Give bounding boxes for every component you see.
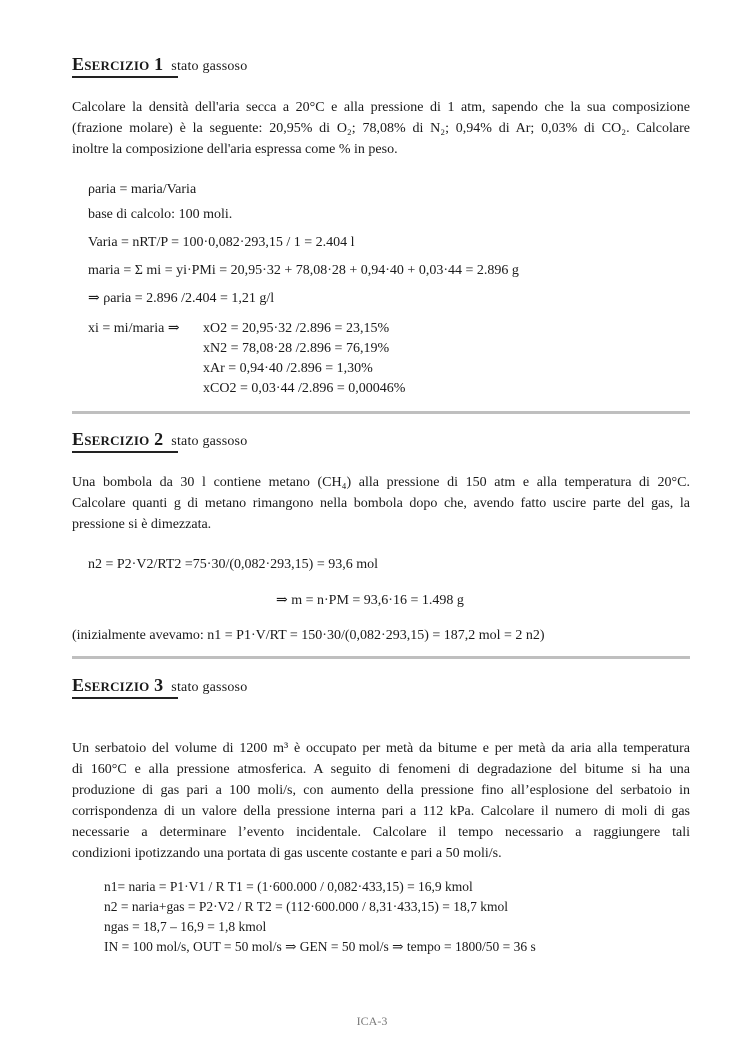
ex3-total-moles (104, 898, 508, 916)
exercise-2-line-3: pressione si è dimezzata. (72, 517, 212, 532)
ex1-x-ar (203, 360, 373, 378)
ex1-density-result (88, 290, 274, 308)
exercise-2-line-2: Calcolare quanti g di metano rimangono nella bombola dopo che, avendo fatto uscire parte del gas, la (72, 496, 690, 511)
ex2-mass-result (276, 592, 464, 610)
exercise-1-underline (72, 76, 178, 78)
exercise-3-line-6: condizioni ipotizzando una portata di gas uscente costante e pari a 50 moli/s. (72, 846, 502, 861)
ex1-x-n2-text: xN2 = 78,08·28 /2.896 = 76,19% (203, 341, 390, 356)
ex1-x-o2 (203, 320, 389, 338)
exercise-2-heading: Esercizio 2 (72, 429, 164, 449)
separator-1 (72, 411, 690, 414)
ex3-time-result (104, 938, 536, 956)
ex1-mass-formula (88, 262, 519, 280)
exercise-3-tag: stato gassoso (171, 680, 248, 695)
exercise-3-line-4: corrispondenza di un valore della pressione interna pari a 112 kPa. Calcolare il numero di moli di gas (72, 804, 690, 819)
exercise-1-line-3: inoltre la composizione dell'aria espressa come % in peso. (72, 142, 398, 157)
ex1-volume-formula (88, 234, 355, 252)
exercise-2-line-1: Una bombola da 30 l contiene metano (CH₄) alla pressione di 150 atm e alla temperatura di 20°C. (72, 475, 690, 490)
ex1-x-n2 (203, 340, 389, 358)
exercise-3-line-2: di 160°C e alla pressione atmosferica. A seguito di fenomeni di degradazione del bitume si ha una (72, 762, 690, 777)
ex3-eq3-text: ngas = 18,7 – 16,9 = 1,8 kmol (104, 919, 267, 934)
ex1-eq2-text: Varia = nRT/P = 100·0,082·293,15 / 1 = 2.404 l (88, 235, 355, 250)
ex1-x-o2-text: xO2 = 20,95·32 /2.896 = 23,15% (203, 321, 390, 336)
exercise-2-tag: stato gassoso (171, 434, 248, 449)
ex3-gas-moles (104, 918, 266, 936)
exercise-3-line-5: necessarie a determinare l’evento incidentale. Calcolare il tempo necessario a raggiungere tali (72, 825, 690, 840)
ex1-density-formula (88, 181, 196, 199)
ex1-eq1-text: ρaria = maria/Varia (88, 182, 197, 197)
exercise-1-line-1: Calcolare la densità dell'aria secca a 20°C e alla pressione di 1 atm, sapendo che la sua composizione (72, 100, 690, 115)
page-footer: ICA-3 (356, 1014, 388, 1028)
exercise-3-line-1: Un serbatoio del volume di 1200 m³ è occupato per metà da bitume e per metà da aria alla temperatura (72, 741, 690, 756)
exercise-2-underline (72, 451, 178, 453)
exercise-2-text (72, 472, 690, 535)
exercise-1-heading: Esercizio 1 (72, 54, 164, 74)
ex1-calc-base (88, 206, 232, 224)
ex2-initial-moles (72, 627, 545, 645)
ex2-moles-formula (88, 556, 378, 574)
exercise-3-heading: Esercizio 3 (72, 675, 164, 695)
ex1-base-text: base di calcolo: 100 moli. (88, 207, 233, 222)
ex1-eq5-text: xi = mi/maria ⇒ (88, 321, 180, 336)
ex3-air-moles (104, 878, 473, 896)
ex1-mass-fraction-formula (88, 320, 180, 338)
exercise-3-text (72, 738, 690, 864)
ex1-x-co2 (203, 380, 405, 398)
separator-2 (72, 656, 690, 659)
ex2-eq2-text: ⇒ m = n·PM = 93,6·16 = 1.498 g (276, 593, 464, 608)
ex3-eq2-text: n2 = naria+gas = P2·V2 / R T2 = (112·600.000 / 8,31·433,15) = 18,7 kmol (104, 899, 509, 914)
ex3-eq4-text: IN = 100 mol/s, OUT = 50 mol/s ⇒ GEN = 50 mol/s ⇒ tempo = 1800/50 = 36 s (104, 939, 536, 954)
ex1-eq4-text: ⇒ ρaria = 2.896 /2.404 = 1,21 g/l (88, 291, 275, 306)
ex1-x-ar-text: xAr = 0,94·40 /2.896 = 1,30% (203, 361, 373, 376)
exercise-3-title (72, 675, 247, 696)
ex1-x-co2-text: xCO2 = 0,03·44 /2.896 = 0,00046% (203, 381, 406, 396)
ex2-eq3-text: (inizialmente avevamo: n1 = P1·V/RT = 150·30/(0,082·293,15) = 187,2 mol = 2 n2) (72, 628, 545, 643)
exercise-3-underline (72, 697, 178, 699)
exercise-1-line-2: (frazione molare) è la seguente: 20,95% di O₂; 78,08% di N₂; 0,94% di Ar; 0,03% di CO₂. Calcolare (72, 121, 690, 136)
exercise-1-title (72, 54, 247, 75)
exercise-3-line-3: produzione di gas pari a 100 moli/s, con aumento della pressione fino all’esplosione del serbatoio in (72, 783, 690, 798)
exercise-1-tag: stato gassoso (171, 59, 248, 74)
ex1-eq3-text: maria = Σ mi = yi·PMi = 20,95·32 + 78,08·28 + 0,94·40 + 0,03·44 = 2.896 g (88, 263, 519, 278)
ex2-eq1-text: n2 = P2·V2/RT2 =75·30/(0,082·293,15) = 93,6 mol (88, 557, 379, 572)
exercise-1-text (72, 97, 690, 160)
ex3-eq1-text: n1= naria = P1·V1 / R T1 = (1·600.000 / 0,082·433,15) = 16,9 kmol (104, 879, 473, 894)
exercise-2-title (72, 429, 247, 450)
